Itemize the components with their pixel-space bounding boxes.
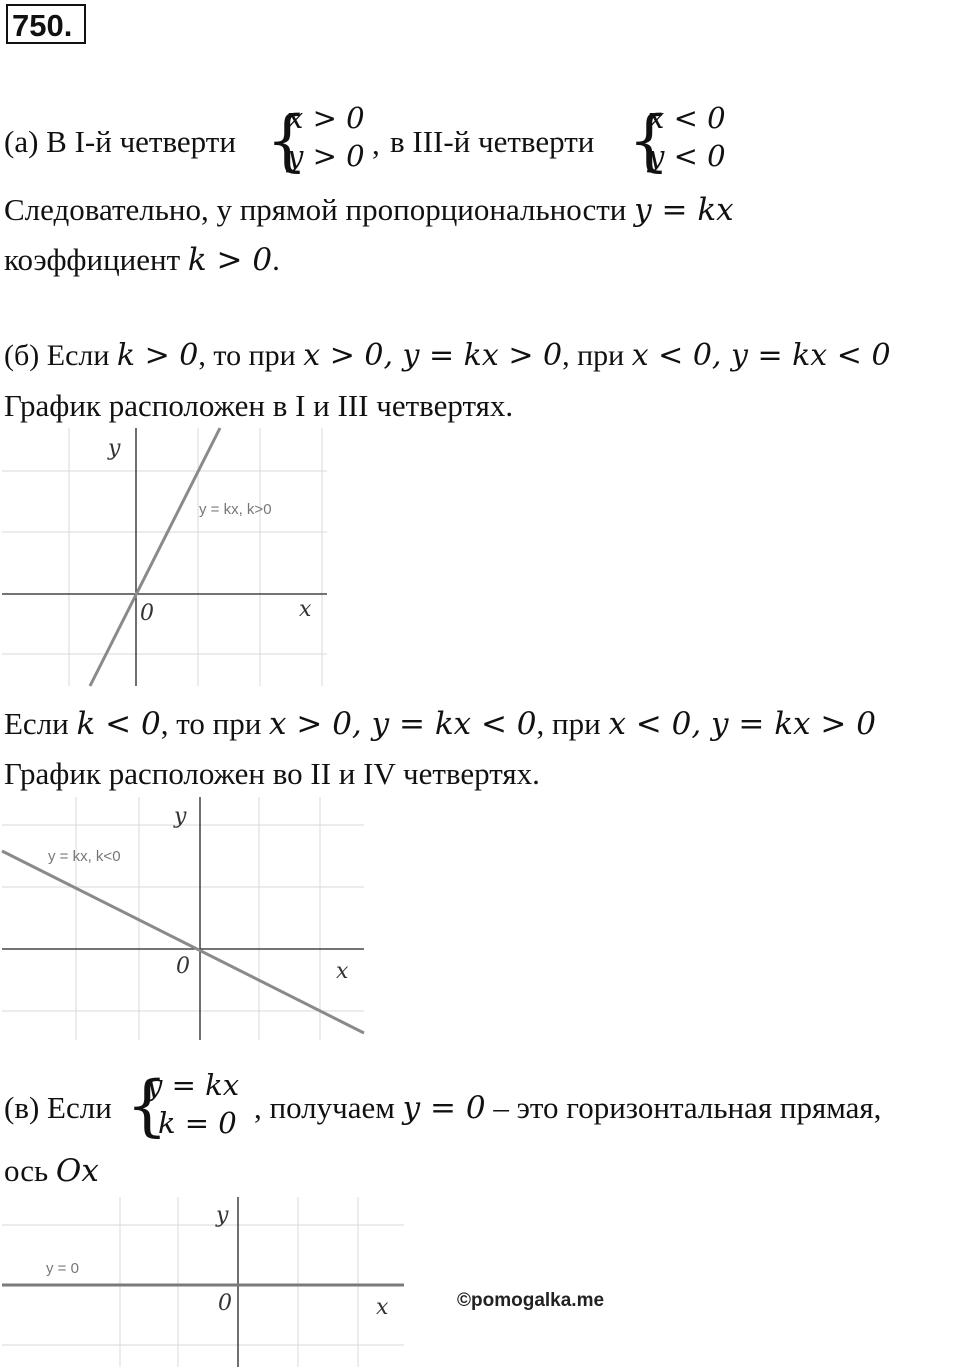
graph-zero-slope <box>2 1197 404 1367</box>
formula: x < 0, y = kx > 0 <box>608 706 876 742</box>
text: , то при <box>160 706 262 741</box>
part-b-line-4: График расположен во II и IV четвертях. <box>4 756 540 791</box>
grid <box>2 1197 404 1367</box>
y-axis-label: y <box>216 1203 229 1228</box>
credit-text: ©pomogalka.me <box>457 1290 605 1311</box>
graph-caption: y = 0 <box>46 1260 79 1277</box>
part-v-line-2 <box>4 1153 99 1189</box>
text: Следовательно, у прямой пропорциональности <box>4 192 627 227</box>
problem-number-text: 750 <box>12 8 64 43</box>
formula: k < 0 <box>76 706 161 742</box>
part-a-line-2 <box>4 192 734 228</box>
graph-caption: y = kx, k<0 <box>48 848 121 865</box>
part-b-line-3 <box>4 706 876 742</box>
system-row: x < 0 <box>648 101 726 135</box>
plot-line <box>90 428 220 686</box>
formula: y = 0 <box>402 1090 486 1126</box>
system-row: y < 0 <box>648 139 726 173</box>
graph-negative-slope <box>2 797 364 1040</box>
text: – это горизонтальная прямая, <box>493 1090 882 1125</box>
part-v-system <box>146 1066 239 1142</box>
origin-label: 0 <box>218 1291 232 1316</box>
system-row: y > 0 <box>287 139 365 173</box>
system-brace: { <box>628 102 670 179</box>
x-axis-label: x <box>376 1295 389 1320</box>
part-v-line-1 <box>254 1090 881 1126</box>
part-b-line-2: График расположен в I и III четвертях. <box>4 388 514 423</box>
comma: , <box>372 126 380 161</box>
text: , получаем <box>254 1090 395 1125</box>
origin-label: 0 <box>176 954 190 979</box>
part-a-line-3 <box>4 242 280 278</box>
system-brace: { <box>266 102 308 179</box>
part-a-prefix: (а) В I-й четверти <box>4 124 236 159</box>
x-axis-label: x <box>336 959 349 984</box>
system-row: x > 0 <box>287 101 365 135</box>
graph-positive-slope <box>2 428 327 686</box>
part-a-system-1 <box>287 99 365 175</box>
problem-number <box>6 4 86 44</box>
text: Если <box>4 706 69 741</box>
period: . <box>272 242 280 277</box>
text: , при <box>562 339 625 372</box>
system-brace: { <box>126 1067 168 1144</box>
formula: Ox <box>55 1153 99 1189</box>
x-axis-label: x <box>299 597 312 622</box>
part-a-middle: в III-й четверти <box>390 124 595 159</box>
part-v-prefix: (в) Если <box>4 1090 112 1125</box>
text: , при <box>536 706 601 741</box>
system-row: y = kx <box>146 1068 240 1102</box>
text: коэффициент <box>4 242 181 277</box>
formula: k > 0 <box>116 338 199 373</box>
formula: k > 0 <box>187 242 273 278</box>
system-row: k = 0 <box>158 1106 237 1140</box>
origin-label: 0 <box>140 601 154 626</box>
part-b-line-1 <box>4 338 891 374</box>
formula: x > 0, y = kx > 0 <box>303 338 563 373</box>
formula: x < 0, y = kx < 0 <box>631 338 891 373</box>
formula: x > 0, y = kx < 0 <box>269 706 537 742</box>
grid <box>2 428 327 686</box>
part-a-system-2 <box>648 99 726 175</box>
text: (б) Если <box>4 339 110 372</box>
plot-line <box>2 851 364 1033</box>
text: ось <box>4 1153 49 1188</box>
text: , то при <box>198 339 296 372</box>
graph-caption: y = kx, k>0 <box>199 501 272 518</box>
problem-number-dot: . <box>63 8 73 43</box>
y-axis-label: y <box>108 436 121 461</box>
y-axis-label: y <box>174 804 187 829</box>
formula: y = kx <box>634 192 734 228</box>
grid <box>2 797 364 1040</box>
